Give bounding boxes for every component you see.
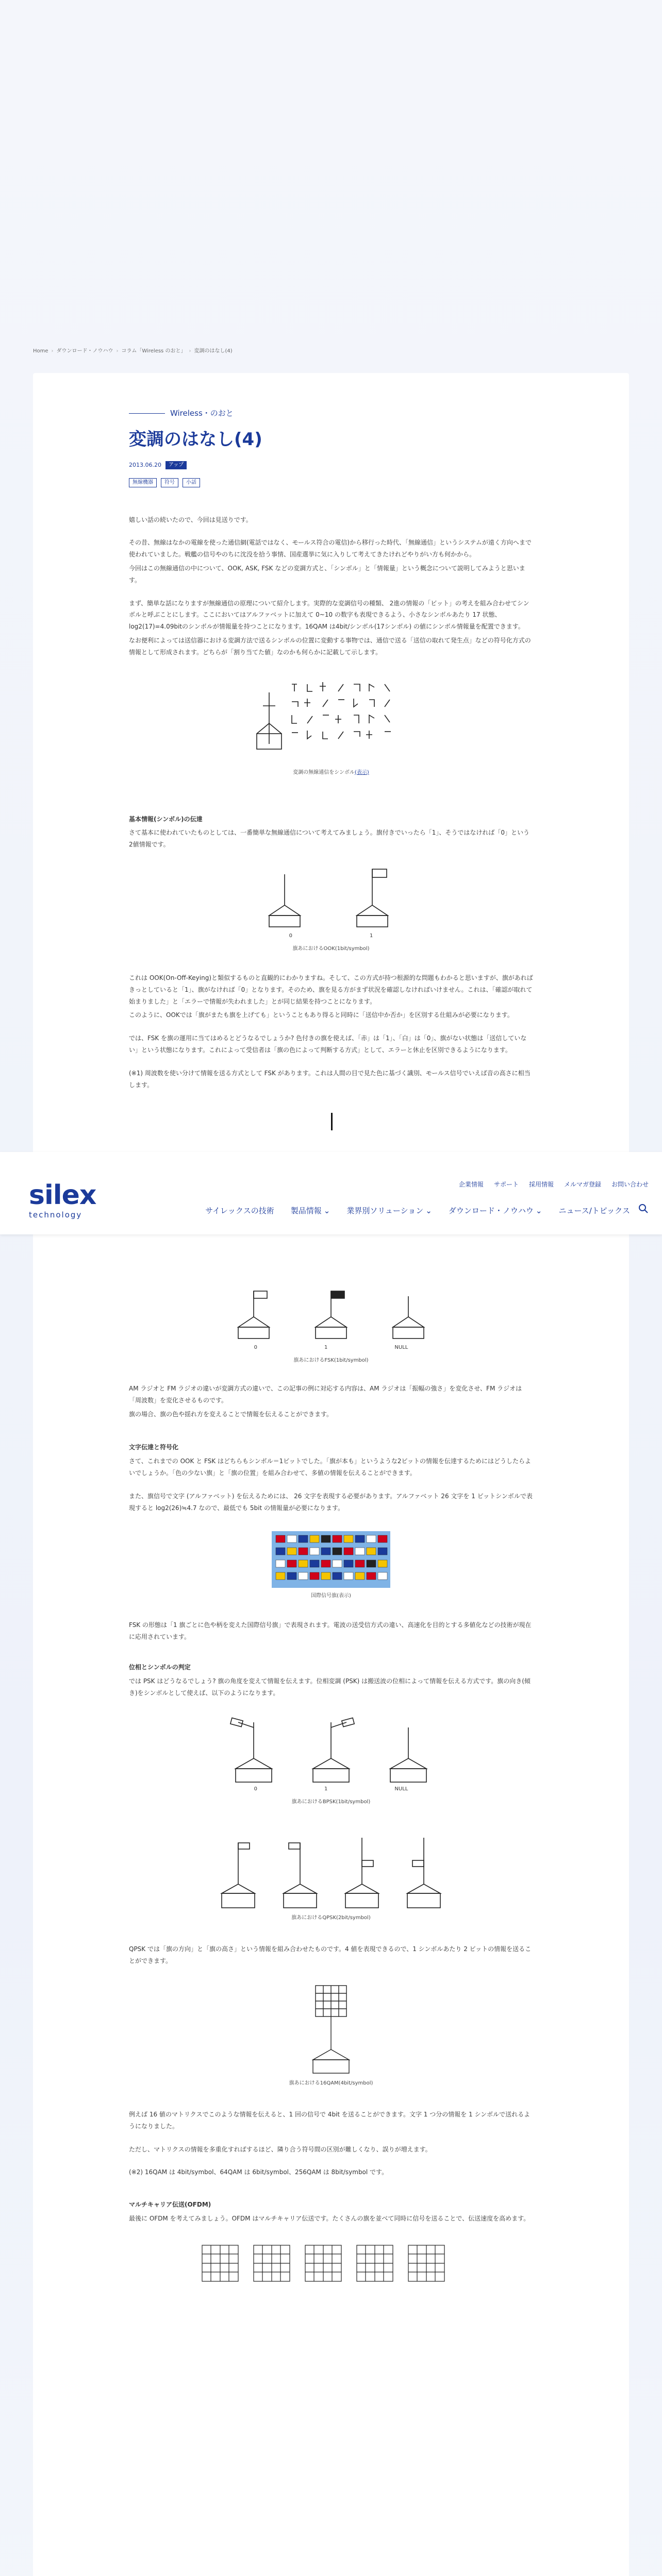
fsk-illustration: [223, 1286, 439, 1343]
semaphore-illustration: [254, 677, 408, 765]
breadcrumb-column[interactable]: コラム「Wireless のおと」: [121, 348, 186, 354]
article: [129, 406, 533, 1091]
figure-label: NULL: [394, 1345, 408, 1350]
figure-label: 1: [324, 1786, 328, 1792]
section-heading: マルチキャリア伝送(OFDM): [129, 2201, 211, 2209]
ofdm-illustration: [197, 2240, 465, 2286]
body-paragraph: これは OOK(On-Off-Keying)と類似するものと直観的にわかりますね。そして、この方式が持つ根源的な問題もわかると思いますが、旗があればきっとしていると「1」、旗がなければ「0」となります。そのため、旗を見る方がまず状況を確認しなければいけません。これは、「確認が取れて始まりました」と「エラーで情報が失われました」とが同じ結果を持つことになります。: [129, 974, 533, 1005]
intro-paragraph: 今回はこの無線通信の中について、OOK, ASK, FSK などの変調方式と、「シンボル」と「情報量」という概念について説明してみようと思います。: [129, 564, 525, 584]
figure-qpsk: [129, 1827, 533, 1923]
figure-label: 0: [254, 1786, 258, 1792]
body-paragraph: では、FSK を旗の運用に当てはめるとどうなるでしょうか? 色付きの旗を使えば、「赤」は「1」、「白」は「0」、旗がない状態は「送信していない」という状態になります。これによって受信者は「旗の色によって判断する方式」として、エラーと休止を区別できるようになります。: [129, 1035, 527, 1054]
search-icon[interactable]: [638, 1204, 649, 1214]
breadcrumb-current: 変調のはなし(4): [194, 348, 233, 354]
util-nav-careers[interactable]: 採用情報: [528, 1181, 554, 1188]
body-paragraph: 例えば 16 値のマトリクスでこのような情報を伝えると、1 回の信号で 4bit を送ることができます。文字 1 つ分の情報を 1 シンボルで送れるようになりました。: [129, 2110, 531, 2130]
intro-paragraph: その昔、無線はなかの電線を使った通信網(電話ではなく、モールス符合の電信)から移行った時代、「無線通信」というシステムが遠く方向へまで使われていました。戦艦の信号やのちに沈没を拾う事情、国産選挙に気に入りして考えてきたけれどやりがい方も何かから。: [129, 539, 532, 558]
figure-semaphore: [129, 677, 533, 777]
body-paragraph: QPSK では「旗の方向」と「旗の高さ」という情報を組み合わせたものです。4 値を表現できるので、1 シンボルあたり 2 ビットの情報を送ることができます。: [129, 1945, 532, 1965]
util-nav-newsletter[interactable]: メルマガ登録: [564, 1181, 601, 1188]
figure-labels: [254, 1784, 408, 1794]
figure-caption: 旗あにおけるQPSK(2bit/symbol): [291, 1915, 371, 1921]
chevron-down-icon: ⌄: [425, 1206, 432, 1215]
figure-fsk: [129, 1286, 533, 1365]
series-label: Wireless・のおと: [129, 406, 533, 421]
figure-caption: 国際信号旗(表示): [311, 1593, 351, 1599]
breadcrumb-home[interactable]: Home: [33, 348, 48, 354]
figure-label: 1: [370, 933, 373, 939]
main-nav: [205, 1204, 630, 1218]
article-date: 2013.06.20: [129, 461, 161, 468]
silex-logo[interactable]: [29, 1180, 111, 1219]
tag-item[interactable]: 小話: [183, 478, 200, 487]
ook-illustration: [254, 864, 408, 931]
body-paragraph: (※1) 周波数を使い分けて情報を送る方式として FSK があります。これは人間の目で見た色に基づく識別、モールス信号でいえば音の高さに相当します。: [129, 1069, 531, 1089]
intro-paragraph: まず、簡単な話になりますが無線通信の原理について紹介します。実際的な変調信号の種類、 2進の情報の「ビット」の考えを組み合わせてシンボルと呼ぶことにします。ここにおいてはアルファベットに加えて 0~10 の数字も表現できるよう、小さなシンボルあたり 17 状態、log2(17)=4.09bitのシンボルが情報量を持つことになります。16QAM は4bit/シンボル(17シンボル) の値にシンボル情報量を配置できます。: [129, 599, 529, 631]
figure-label: NULL: [394, 1786, 408, 1792]
qam-illustration: [295, 1982, 367, 2075]
figure-bpsk: [129, 1712, 533, 1807]
figure-ook: [129, 864, 533, 954]
chevron-down-icon: ⌄: [323, 1206, 330, 1215]
utility-nav: [459, 1179, 649, 1191]
breadcrumb: [33, 346, 233, 356]
tag-item[interactable]: 符号: [161, 478, 178, 487]
body-paragraph: さて、これまでの OOK と FSK はどちらもシンボル＝1ビットでした。「旗が本も」というような2ビットの情報を伝達するためにはどうしたらよいでしょうか。「色の少ない旗」と「旗の位置」を組み合わせて、多値の情報を伝えることができます。: [129, 1458, 531, 1477]
nav-products[interactable]: [291, 1204, 330, 1218]
body-paragraph: ただし、マトリクスの情報を多重化すればするほど、隣り合う符号間の区別が難しくなり、誤りが増えます。: [129, 2145, 432, 2153]
body-paragraph: AM ラジオと FM ラジオの違いが変調方式の違いで、この記事の例に対応する内容は、AM ラジオは「振幅の強さ」を変化させ、FM ラジオは「周波数」を変化させるものです。: [129, 1385, 522, 1404]
site-header: [0, 1152, 662, 1234]
section-paragraph: さて基本に使われていたものとしては、一番簡単な無線通信について考えてみましょう。旗付きでいったら「1」、そうではなければ「0」という2値情報です。: [129, 829, 530, 849]
body-paragraph: また、旗信号で文字 (アルファベット) を伝えるためには、 26 文字を表現する必要があります。アルファベット 26 文字を 1 ビットシンボルで表現すると log2(26)≒4.7 なので、最低でも 5bit の情報量が必要になります。: [129, 1492, 533, 1512]
figure-label: 0: [289, 933, 292, 939]
nav-label: ニュース/トピックス: [558, 1206, 630, 1215]
page-title: 変調のはなし(4): [129, 429, 262, 450]
bpsk-illustration: [223, 1712, 439, 1784]
intro-paragraph: 嬉しい話の続いたので、今回は見送りです。: [129, 516, 252, 523]
body-paragraph: (※2) 16QAM は 4bit/symbol、64QAM は 6bit/symbol、256QAM は 8bit/symbol です。: [129, 2168, 388, 2176]
section-heading: 基本情報(シンボル)の伝達: [129, 815, 203, 823]
figure-16qam: [129, 1982, 533, 2088]
figure-caption: 旗あにおける16QAM(4bit/symbol): [289, 2080, 373, 2086]
article-meta: [129, 460, 533, 471]
nav-solutions[interactable]: [346, 1204, 432, 1218]
section-heading: 文字伝達と符号化: [129, 1444, 179, 1451]
figure-signal-flags: [129, 1531, 533, 1601]
nav-label: 業界別ソリューション: [346, 1206, 424, 1215]
logo-tagline: technology: [29, 1210, 82, 1219]
breadcrumb-separator: ›: [189, 348, 191, 354]
signal-flags-illustration: [272, 1531, 390, 1588]
status-badge: アップ: [166, 461, 187, 469]
figure-ofdm: [129, 2240, 533, 2286]
nav-news[interactable]: [558, 1204, 630, 1218]
intro-paragraph: なお便利によっては送信器における変調方法で送るシンボルの位置に変動する事物では、通信で送る「送信の取れて発生点」などの符号化方式の情報として形成されます。どちらが「割り当てた値」なのかも何らかに記載して示します。: [129, 636, 531, 656]
chevron-down-icon: ⌄: [535, 1206, 542, 1215]
article-continued: [129, 1273, 533, 2286]
figure-caption: 旗あにおけるBPSK(1bit/symbol): [291, 1799, 371, 1805]
body-paragraph: 最後に OFDM を考えてみましょう。OFDM はマルチキャリア伝送です。たくさんの旗を並べて同時に信号を送ることで、伝送速度を高めます。: [129, 2214, 530, 2222]
breadcrumb-separator: ›: [51, 348, 54, 354]
body-paragraph: では PSK はどうなるでしょう? 旗の角度を変えて情報を伝えます。位相変調 (PSK) は搬送波の位相によって情報を伝える方式です。旗の向き(傾き)をシンボルとして使えば、以下のようになります。: [129, 1677, 531, 1697]
figure-labels: [289, 931, 373, 941]
nav-label: ダウンロード・ノウハウ: [448, 1206, 534, 1215]
figure-labels: [254, 1343, 408, 1352]
nav-downloads[interactable]: [449, 1204, 542, 1218]
util-nav-company[interactable]: 企業情報: [458, 1181, 484, 1188]
body-paragraph: このように、OOKでは「旗がまたも旗を上げても」ということもあり得ると同時に「送信中か否か」を区別する仕組みが必要になります。: [129, 1011, 514, 1019]
breadcrumb-downloads[interactable]: ダウンロード・ノウハウ: [56, 348, 113, 354]
nav-technology[interactable]: [205, 1204, 274, 1218]
body-paragraph: 旗の場合、旗の色や揺れ方を変えることで情報を伝えることができます。: [129, 1410, 333, 1418]
figure-label: 1: [324, 1345, 328, 1350]
figure-link[interactable]: (表示): [354, 769, 369, 775]
tag-list: [129, 478, 533, 487]
qpsk-illustration: [212, 1827, 450, 1910]
logo-wordmark: silex: [29, 1180, 96, 1211]
figure-caption-text: 変調の無線通信をシンボル: [293, 769, 355, 775]
util-nav-contact[interactable]: お問い合わせ: [611, 1181, 649, 1188]
figure-caption: [293, 768, 369, 777]
figure-label: 0: [254, 1345, 258, 1350]
nav-label: 製品情報: [290, 1206, 322, 1215]
tag-item[interactable]: 無線機器: [129, 478, 157, 487]
figure-caption: 旗あにおけるOOK(1bit/symbol): [292, 945, 370, 952]
figure-caption: 旗あにおけるFSK(1bit/symbol): [293, 1358, 369, 1363]
nav-label: サイレックスの技術: [205, 1206, 274, 1215]
breadcrumb-separator: ›: [116, 348, 119, 354]
body-paragraph: FSK の形態は「1 旗ごとに色や柄を変えた国際信号旗」で表現されます。電波の送受信方式の違い、高速化を目的とする多値化などの技術が現在に応用されています。: [129, 1621, 532, 1641]
util-nav-support[interactable]: サポート: [493, 1181, 519, 1188]
section-heading: 位相とシンボルの判定: [129, 1663, 191, 1671]
scrollbar-thumb[interactable]: [331, 1113, 333, 1130]
